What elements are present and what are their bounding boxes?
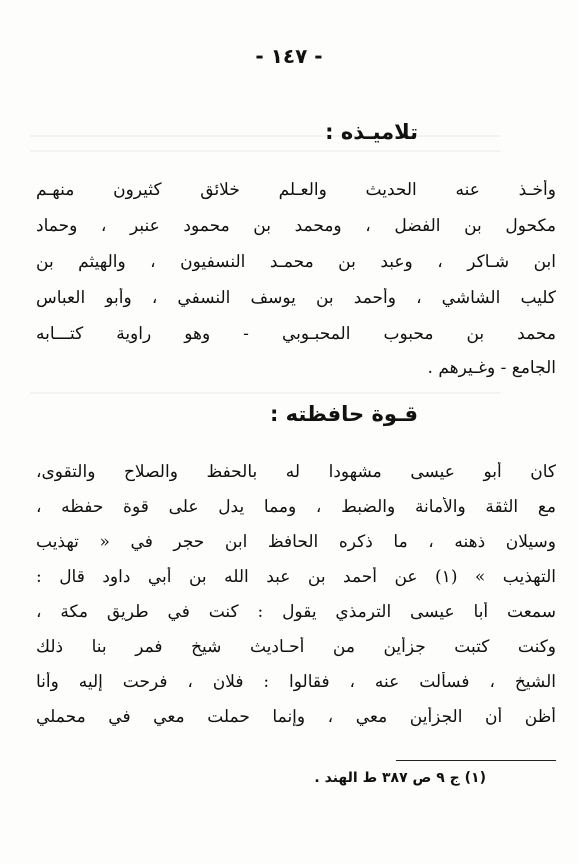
section-heading-students: تلاميـذه : [325, 120, 418, 144]
footnote: (١) ج ٩ ص ٣٨٧ ط الهند . [314, 770, 486, 786]
body-line: كليب الشاشي ، وأحمد بن يوسف النسفي ، وأبو العباس [36, 288, 556, 308]
body-line: محمد بن محبوب المحبـوبي - وهو راوية كتـــابه [36, 324, 556, 344]
body-line: الشيخ ، فسألت عنه ، فقالوا : فلان ، فرحت إليه وأنا [36, 672, 556, 692]
body-line: أظن أن الجزأين معي ، وإنما حملت معي في محملي [36, 707, 556, 727]
body-line: مكحول بن الفضل ، ومحمد بن محمود عنبر ، وحماد [36, 216, 556, 236]
body-line: وأخـذ عنه الحديث والعـلم خلائق كثيرون منهـم [36, 180, 556, 200]
footnote-divider [396, 760, 556, 761]
section-heading-memory: قـوة حافظته : [269, 402, 418, 426]
body-line: ابن شـاكر ، وعبد بن محمـد النسفيون ، والهيثم بن [36, 252, 556, 272]
body-line: سمعت أبا عيسى الترمذي يقول : كنت في طريق مكة ، [36, 602, 556, 622]
show-through-smudge [30, 150, 500, 152]
show-through-smudge [30, 135, 500, 137]
body-line: وكنت كتبت جزأين من أحـاديث شيخ فمر بنا ذلك [36, 637, 556, 657]
page-number: - ١٤٧ - [255, 44, 323, 68]
body-line: التهذيب » (١) عن أحمد بن عبد الله بن أبي داود قال : [36, 567, 556, 587]
body-line: الجامع - وغـيرهم . [427, 358, 556, 378]
body-line: وسيلان ذهنه ، ما ذكره الحافظ ابن حجر في « تهذيب [36, 532, 556, 552]
body-line: كان أبو عيسى مشهودا له بالحفظ والصلاح والتقوى، [36, 462, 556, 482]
show-through-smudge [30, 392, 500, 394]
body-line: مع الثقة والأمانة والضبط ، ومما يدل على قوة حفظه ، [36, 497, 556, 517]
